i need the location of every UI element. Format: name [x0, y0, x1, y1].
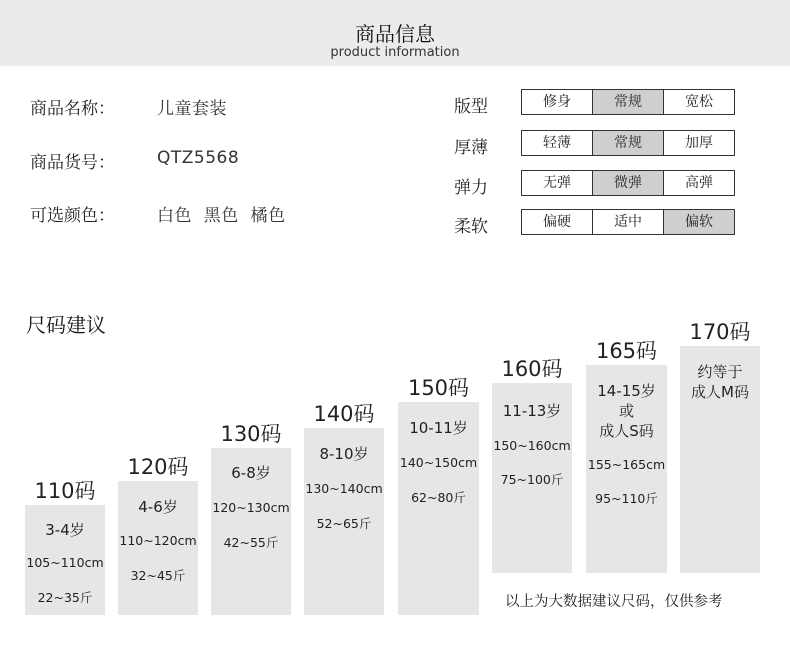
size-label: 165码: [595, 339, 658, 363]
height-range: 140~150cm: [399, 455, 478, 470]
size-column-130: [211, 418, 291, 615]
colors-value: 白色 黑色 橘色: [157, 206, 286, 226]
size-column-160: [492, 353, 572, 573]
size-box: [586, 365, 667, 573]
size-box: [398, 402, 479, 615]
age-line: 14-15岁: [597, 382, 656, 400]
section-subtitle: product information: [330, 45, 460, 60]
age-range: 11-13岁: [502, 402, 562, 420]
size-label: 110码: [34, 479, 96, 503]
attr-fit-options: [521, 89, 735, 115]
attr-fit-label: 版型: [454, 97, 488, 117]
attr-option-selected: 常规: [593, 131, 664, 155]
size-box: [211, 448, 291, 615]
age-line: 约等于: [697, 363, 743, 381]
size-label: 150码: [407, 376, 470, 400]
attr-option-selected: 常规: [593, 90, 664, 114]
size-column-110: [25, 475, 105, 615]
attr-stretch-options: [521, 170, 735, 196]
attr-option: 适中: [593, 210, 664, 234]
size-footnote: 以上为大数据建议尺码，仅供参考: [505, 594, 723, 610]
age-line: 成人M码: [691, 383, 749, 401]
size-box: [304, 428, 384, 615]
height-range: 110~120cm: [119, 533, 197, 548]
size-column-170: [680, 316, 760, 573]
age-range: 6-8岁: [231, 464, 271, 482]
attr-option: 加厚: [685, 135, 713, 151]
height-range: 105~110cm: [26, 555, 104, 570]
product-name-value: 儿童套装: [157, 99, 227, 119]
attr-softness-label: 柔软: [454, 217, 488, 237]
attr-thickness-label: 厚薄: [454, 138, 488, 158]
weight-range: 95~110斤: [595, 491, 658, 506]
age-line: 成人S码: [599, 422, 654, 440]
height-range: 120~130cm: [212, 500, 290, 515]
attr-option: 偏硬: [522, 210, 593, 234]
section-title: 商品信息: [355, 22, 435, 46]
colors-label: 可选颜色：: [30, 206, 115, 226]
size-box: [118, 481, 198, 615]
attr-option: 高弹: [685, 175, 713, 191]
attr-thickness-options: [521, 130, 735, 156]
header-banner: [0, 0, 790, 66]
attr-option: 轻薄: [522, 131, 593, 155]
attr-option-selected: 偏软: [664, 210, 734, 234]
weight-range: 52~65斤: [316, 516, 372, 531]
product-name-label: 商品名称：: [30, 99, 115, 119]
size-label: 160码: [501, 357, 563, 381]
height-range: 130~140cm: [305, 481, 383, 496]
size-label: 130码: [220, 422, 282, 446]
size-column-140: [304, 398, 384, 615]
attr-option: 宽松: [685, 94, 713, 110]
size-column-120: [118, 451, 198, 615]
age-range: 4-6岁: [138, 498, 178, 516]
age-range: 8-10岁: [319, 445, 369, 463]
size-box: [25, 505, 105, 615]
product-code-value: QTZ5568: [157, 148, 240, 168]
attr-option: 修身: [522, 90, 593, 114]
attr-option-selected: 微弹: [593, 171, 664, 195]
attr-stretch-label: 弹力: [454, 178, 488, 198]
size-label: 170码: [689, 320, 751, 344]
height-range: 155~165cm: [587, 457, 666, 472]
weight-range: 75~100斤: [500, 472, 564, 487]
size-label: 140码: [313, 402, 375, 426]
size-column-150: [398, 372, 479, 615]
weight-range: 42~55斤: [223, 535, 279, 550]
size-column-165: [586, 335, 667, 573]
product-code-label: 商品货号：: [30, 153, 115, 173]
age-line: 或: [618, 402, 634, 420]
size-box: [492, 383, 572, 573]
weight-range: 32~45斤: [130, 568, 186, 583]
size-section-title: 尺码建议: [26, 313, 106, 337]
weight-range: 22~35斤: [37, 590, 93, 605]
height-range: 150~160cm: [493, 438, 571, 453]
attr-softness-options: [521, 209, 735, 235]
age-range: 3-4岁: [45, 521, 85, 539]
weight-range: 62~80斤: [411, 490, 466, 505]
size-box: [680, 346, 760, 573]
size-label: 120码: [127, 455, 189, 479]
age-range: 10-11岁: [409, 419, 468, 437]
attr-option: 无弹: [522, 171, 593, 195]
